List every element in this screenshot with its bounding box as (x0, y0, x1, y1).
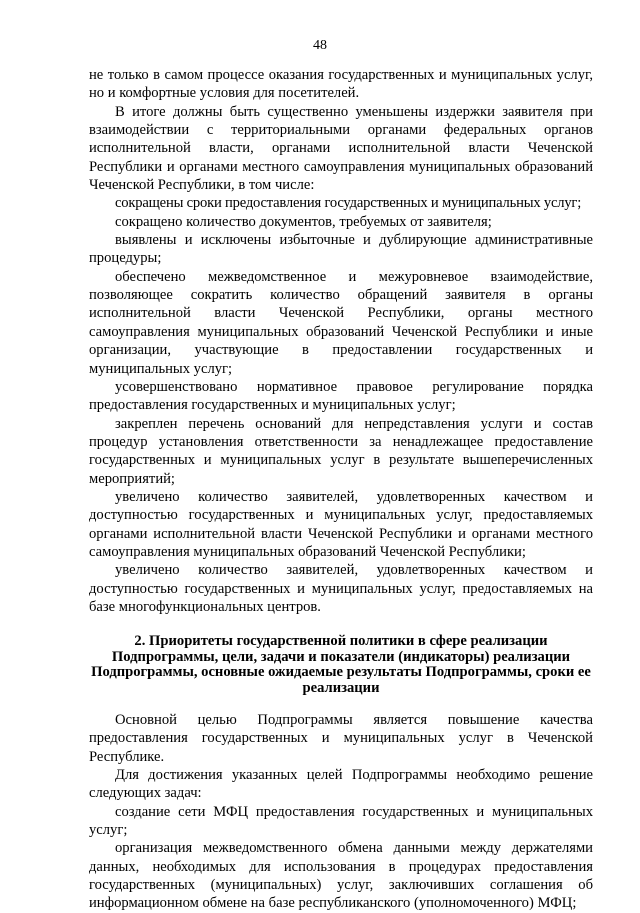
document-body (89, 66, 593, 913)
paragraph: Для достижения указанных целей Подпрограммы необходимо решение следующих задач: (89, 766, 593, 802)
paragraph: В итоге должны быть существенно уменьшены издержки заявителя при взаимодействии с территориальными органами федеральных органов исполнительной власти, органами исполнительной власти Чеченской Республики и органами местного самоуправления муниципальных образований Чеченской Республики, в том числе: (89, 103, 593, 194)
page-number: 48 (313, 38, 327, 53)
list-item: увеличено количество заявителей, удовлетворенных качеством и доступностью государственных и муниципальных услуг, предоставляемых органами исполнительной власти Чеченской Республики и органами местного самоуправления муниципальных образований Чеченской Республики; (89, 488, 593, 560)
paragraph: Основной целью Подпрограммы является повышение качества предоставления государственных и муниципальных услуг в Чеченской Республике. (89, 711, 593, 765)
list-item: закреплен перечень оснований для непредставления услуги и состав процедур установления ответственности за ненадлежащее предоставление государственных и муниципальных услуг в результате вышеперечисленных мероприятий; (89, 415, 593, 487)
list-item: создание сети МФЦ предоставления государственных и муниципальных услуг; (89, 803, 593, 838)
section-heading: 2. Приоритеты государственной политики в сфере реализации Подпрограммы, цели, задачи и показатели (индикаторы) реализации Подпрограммы, основные ожидаемые результаты Подпрограммы, сроки ее реализации (91, 633, 591, 696)
list-item: увеличено количество заявителей, удовлетворенных качеством и доступностью государственных и муниципальных услуг, предоставляемых на базе многофункциональных центров. (89, 562, 593, 615)
list-item: выявлены и исключены избыточные и дублирующие административные процедуры; (89, 232, 593, 267)
list-item: сокращены сроки предоставления государственных и муниципальных услуг; (115, 195, 582, 212)
list-item: сокращено количество документов, требуемых от заявителя; (115, 213, 492, 230)
list-item: обеспечено межведомственное и межуровневое взаимодействие, позволяющее сократить количество обращений заявителя в органы исполнительной власти Чеченской Республики, органы местного самоуправления муниципальных образований Чеченской Республики и иные организации, участвующие в предоставлении государственных и муниципальных услуг; (89, 268, 593, 377)
paragraph: не только в самом процессе оказания государственных и муниципальных услуг, но и комфортные условия для посетителей. (89, 67, 593, 102)
list-item: усовершенствовано нормативное правовое регулирование порядка предоставления государственных и муниципальных услуг; (89, 378, 593, 414)
list-item: организация межведомственного обмена данными между держателями данных, необходимых для использования в процедурах предоставления государственных (муниципальных) услуг, заключивших соглашения об информационном обмене на базе республиканского (уполномоченного) МФЦ; (89, 840, 593, 912)
